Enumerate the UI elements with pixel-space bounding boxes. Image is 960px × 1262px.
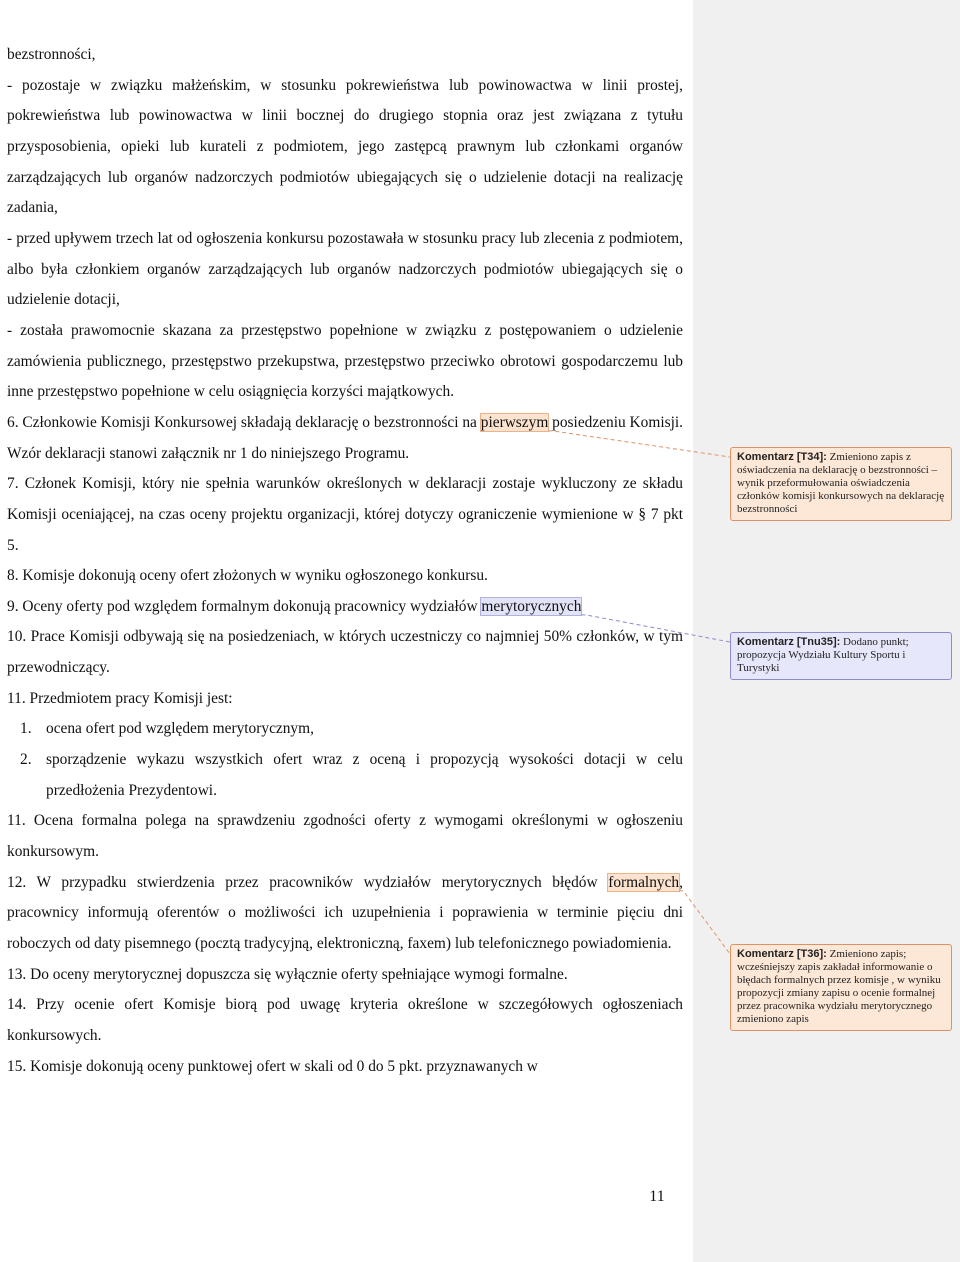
paragraph-text: posiedzeniu Komisji. Wzór deklaracji stanowi załącznik nr 1 do niniejszego Programu.: [7, 413, 683, 462]
list-item-text: sporządzenie wykazu wszystkich ofert wraz z oceną i propozycją wysokości dotacji w celu przedłożenia Prezydentowi.: [46, 751, 683, 799]
comment-text: Zmieniono zapis z oświadczenia na deklarację o bezstronności – wynik przeformułowania oświadczenia członków komisji konkursowych na deklarację bezstronności: [737, 451, 945, 515]
comment-anchor-pierwszym[interactable]: pierwszym: [480, 413, 549, 431]
paragraph-text: 9. Oceny oferty pod względem formalnym dokonują pracownicy wydziałów: [7, 597, 482, 615]
comment-balloon-t34[interactable]: [730, 447, 952, 521]
list-number: 1.: [20, 720, 32, 738]
paragraph-text: 6. Członkowie Komisji Konkursowej składają deklarację o bezstronności na: [7, 413, 481, 431]
paragraph-11b: 11. Ocena formalna polega na sprawdzeniu zgodności oferty z wymogami określonymi w ogłoszeniu konkursowym.: [7, 812, 683, 861]
paragraph-text: , pracownicy informują oferentów o możliwości ich uzupełnienia i poprawienia w terminie pięciu dni roboczych od daty pisemnego (pocztą tradycyjną, elektroniczną, faxem) lub telefonicznego powiadomienia.: [7, 873, 683, 953]
paragraph-13: 13. Do oceny merytorycznej dopuszcza się wyłącznie oferty spełniające wymogi formalne.: [7, 965, 568, 983]
comment-author: Komentarz [T34]:: [737, 451, 827, 463]
comment-author: Komentarz [T36]:: [737, 948, 827, 960]
paragraph-11: 11. Przedmiotem pracy Komisji jest:: [7, 689, 233, 707]
paragraph-text: 12. W przypadku stwierdzenia przez pracowników wydziałów merytorycznych błędów: [7, 873, 609, 891]
comment-connector-line: [581, 615, 730, 642]
comment-balloon-tnu35[interactable]: [730, 632, 952, 680]
paragraph: - została prawomocnie skazana za przestępstwo popełnione w związku z postępowaniem o udzielenie zamówienia publicznego, przestępstwo przekupstwa, przestępstwo przeciwko obrotowi gospodarczemu lub inne przestępstwo popełnione w celu osiągnięcia korzyści majątkowych.: [7, 321, 683, 401]
comment-text: Zmieniono zapis; wcześniejszy zapis zakładał informowanie o błędach formalnych przez komisje , w wyniku propozycji zmiany zapisu o ocenie formalnej przez pracownika wydziału merytorycznego zmieniono zapis: [737, 948, 941, 1025]
paragraph-15: 15. Komisje dokonują oceny punktowej ofert w skali od 0 do 5 pkt. przyznawanych w: [7, 1057, 538, 1075]
paragraph-14: 14. Przy ocenie ofert Komisje biorą pod uwagę kryteria określone w szczegółowych ogłoszeniach konkursowych.: [7, 996, 683, 1044]
paragraph-10: 10. Prace Komisji odbywają się na posiedzeniach, w których uczestniczy co najmniej 50% członków, w tym przewodniczący.: [7, 628, 683, 677]
page-number: 11: [649, 1188, 665, 1205]
paragraph-8: 8. Komisje dokonują oceny ofert złożonych w wyniku ogłoszonego konkursu.: [7, 567, 488, 585]
comment-balloon-t36[interactable]: [730, 944, 952, 1031]
paragraph-7: 7. Członek Komisji, który nie spełnia warunków określonych w deklaracji zostaje wykluczony ze składu Komisji oceniającej, na czas oceny projektu organizacji, której dotyczy ograniczenie wymienione w § 7 pkt 5.: [7, 475, 683, 554]
list-number: 2.: [20, 751, 32, 769]
comment-anchor-merytorycznych[interactable]: merytorycznych: [481, 597, 582, 615]
comment-connector-line: [548, 431, 730, 457]
comment-anchor-formalnych[interactable]: formalnych: [608, 873, 680, 891]
paragraph: bezstronności,: [7, 46, 96, 63]
paragraph: - pozostaje w związku małżeńskim, w stosunku pokrewieństwa lub powinowactwa w linii prostej, pokrewieństwa lub powinowactwa w linii bocznej do drugiego stopnia oraz jest związana z tytułu przysposobienia, opieki lub kurateli z podmiotem, jego zastępcą prawnym lub członkami organów zarządzających lub organów nadzorczych podmiotów ubiegających się o udzielenie dotacji na realizację zadania,: [7, 76, 683, 217]
comment-connector-line: [679, 891, 730, 954]
list-item-text: ocena ofert pod względem merytorycznym,: [46, 720, 314, 738]
comment-text: Dodano punkt; propozycja Wydziału Kultury Sportu i Turystyki: [737, 636, 909, 674]
paragraph: - przed upływem trzech lat od ogłoszenia konkursu pozostawała w stosunku pracy lub zlecenia z podmiotem, albo była członkiem organów zarządzających lub organów nadzorczych podmiotów ubiegających się o udzielenie dotacji,: [7, 229, 683, 309]
comment-author: Komentarz [Tnu35]:: [737, 636, 841, 648]
